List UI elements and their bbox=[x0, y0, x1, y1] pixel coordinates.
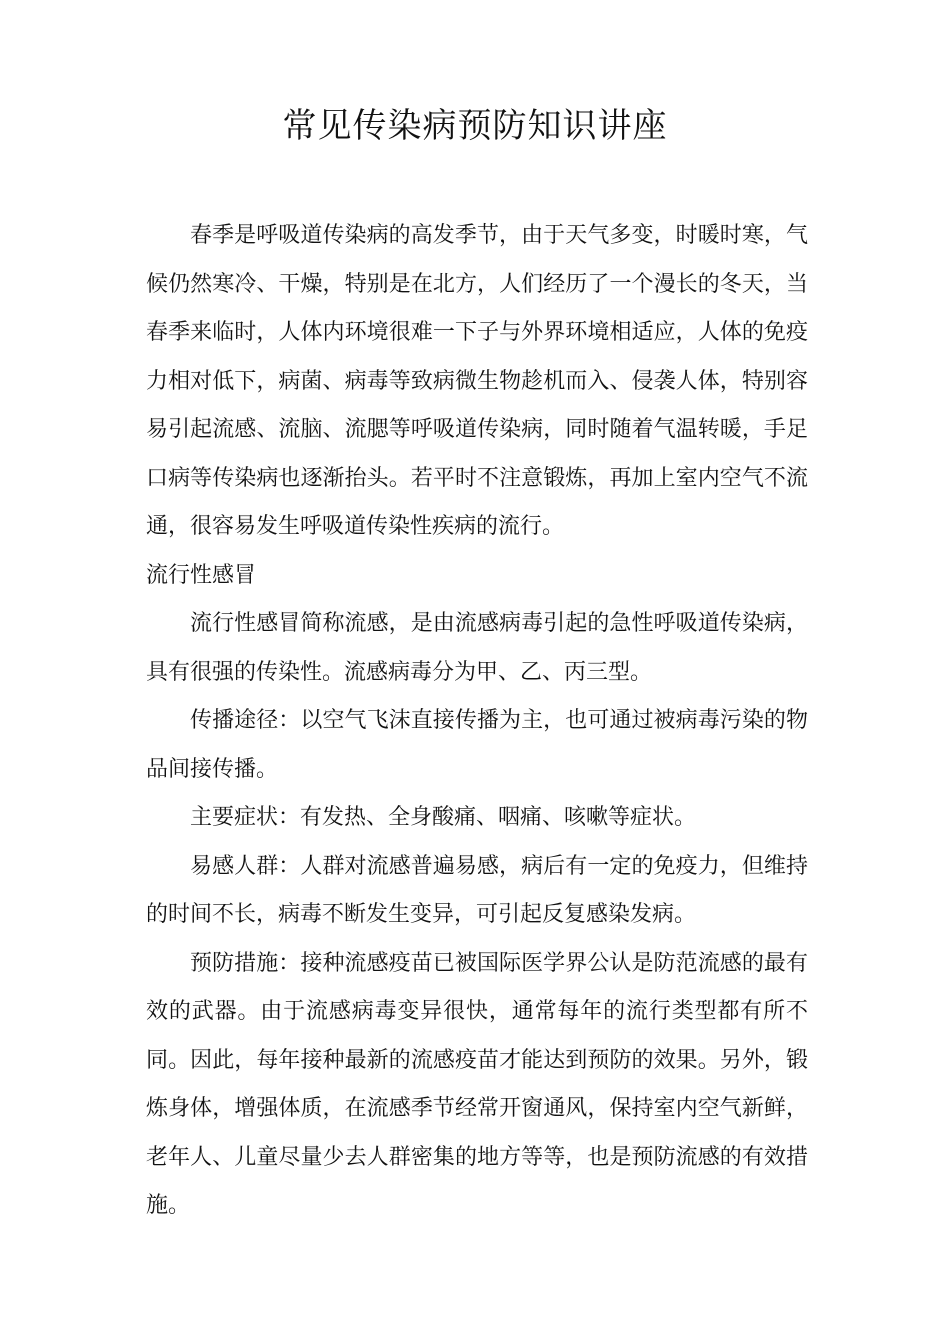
symptoms-paragraph: 主要症状：有发热、全身酸痛、咽痛、咳嗽等症状。 bbox=[190, 805, 697, 830]
intro-paragraph: 春季是呼吸道传染病的高发季节，由于天气多变，时暖时寒，气候仍然寒冷、干燥，特别是在北方，人们经历了一个漫长的冬天，当春季来临时，人体内环境很难一下子与外界环境相适应，人体的免疫力相对低下，病菌、病毒等致病微生物趁机而入、侵袭人体，特别容易引起流感、流脑、流腮等呼吸道传染病，同时随着气温转暖，手足口病等传染病也逐渐抬头。若平时不注意锻炼，再加上室内空气不流通，很容易发生呼吸道传染性疾病的流行。 bbox=[146, 223, 808, 539]
prevention-paragraph: 预防措施：接种流感疫苗已被国际医学界公认是防范流感的最有效的武器。由于流感病毒变异很快，通常每年的流行类型都有所不同。因此，每年接种最新的流感疫苗才能达到预防的效果。另外，锻炼身体，增强体质，在流感季节经常开窗通风，保持室内空气新鲜，老年人、儿童尽量少去人群密集的地方等等，也是预防流感的有效措施。 bbox=[146, 950, 808, 1218]
section-heading-influenza: 流行性感冒 bbox=[146, 562, 257, 588]
susceptible-population-paragraph: 易感人群：人群对流感普遍易感，病后有一定的免疫力，但维持的时间不长，病毒不断发生变异，可引起反复感染发病。 bbox=[146, 853, 808, 927]
document-title: 常见传染病预防知识讲座 bbox=[282, 106, 668, 146]
transmission-paragraph: 传播途径：以空气飞沫直接传播为主，也可通过被病毒污染的物品间接传播。 bbox=[146, 708, 808, 782]
document-body bbox=[146, 212, 808, 1231]
influenza-definition-paragraph: 流行性感冒简称流感，是由流感病毒引起的急性呼吸道传染病，具有很强的传染性。流感病毒分为甲、乙、丙三型。 bbox=[146, 611, 808, 685]
